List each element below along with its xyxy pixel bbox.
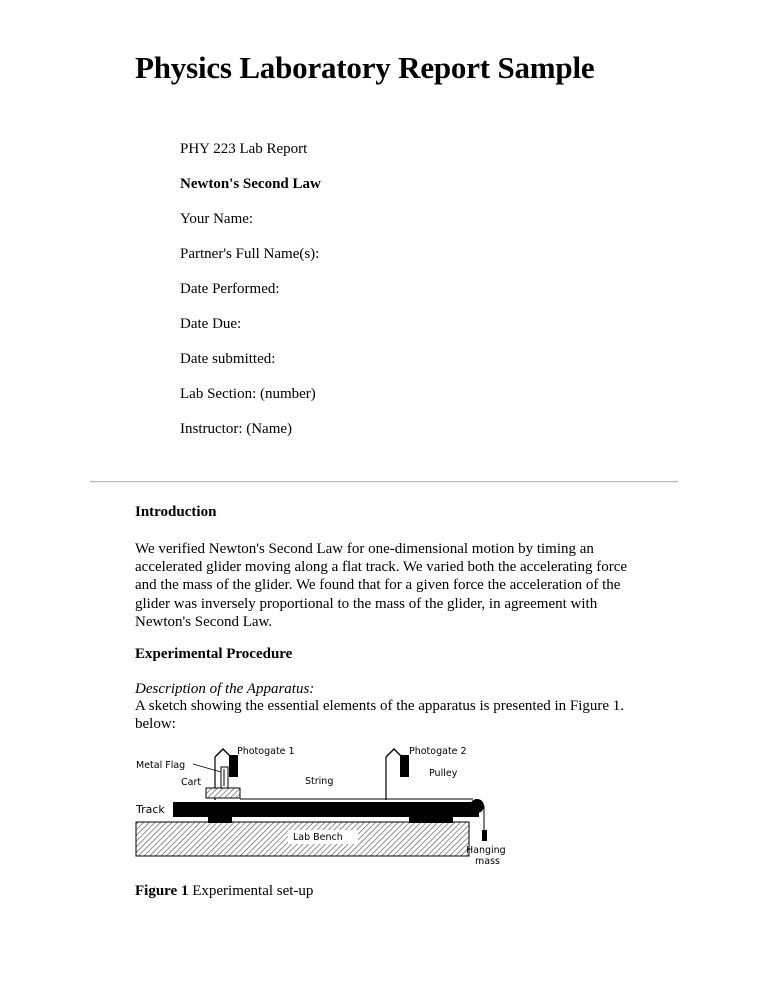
experiment-title: Newton's Second Law [180, 176, 321, 192]
track-label: Track [136, 803, 165, 816]
figure-caption-label: Figure 1 [135, 883, 189, 899]
page-title: Physics Laboratory Report Sample [135, 50, 595, 85]
date-submitted-field: Date submitted: [180, 351, 276, 367]
date-due-field: Date Due: [180, 316, 242, 332]
section-divider [90, 481, 678, 483]
lab-section-field: Lab Section: (number) [180, 386, 316, 402]
photogate-2-head [400, 755, 409, 777]
procedure-heading: Experimental Procedure [135, 646, 293, 662]
your-name-field: Your Name: [180, 211, 254, 227]
figure-caption [135, 883, 313, 900]
partners-field: Partner's Full Name(s): [180, 246, 320, 262]
introduction-heading: Introduction [135, 504, 217, 520]
string-label: String [305, 776, 334, 787]
apparatus-diagram [133, 742, 513, 874]
metal-flag-leader [193, 764, 221, 772]
figure-caption-text: Experimental set-up [188, 883, 314, 899]
apparatus-text: A sketch showing the essential elements of the apparatus is presented in Figure 1. below: [135, 698, 625, 733]
cart [206, 788, 240, 798]
hanging-mass [482, 830, 487, 841]
pulley-label: Pulley [429, 768, 458, 779]
metal-flag-label: Metal Flag [136, 760, 186, 771]
hanging-mass-label-1: Hanging [466, 845, 506, 856]
instructor-field: Instructor: (Name) [180, 421, 293, 437]
cart-label: Cart [181, 777, 202, 788]
photogate-2-label: Photogate 2 [409, 746, 467, 757]
track [173, 802, 479, 817]
track-foot-left [208, 816, 232, 823]
track-foot-right [409, 816, 453, 823]
pulley [470, 799, 484, 813]
introduction-text: We verified Newton's Second Law for one-dimensional motion by timing an accelerated glider moving along a flat track. We varied both the accelerating force and the mass of the glider. We found that for a given force the acceleration of the glider was inversely proportional to the mass of the glider, in agreement with Newton's Second Law. [135, 541, 628, 630]
hanging-mass-label-2: mass [475, 856, 500, 867]
date-performed-field: Date Performed: [180, 281, 280, 297]
course-line: PHY 223 Lab Report [180, 141, 308, 157]
apparatus-subheading: Description of the Apparatus: [135, 681, 315, 697]
lab-bench-label: Lab Bench [293, 832, 343, 843]
photogate-1-label: Photogate 1 [237, 746, 295, 757]
photogate-1-head [229, 755, 238, 777]
